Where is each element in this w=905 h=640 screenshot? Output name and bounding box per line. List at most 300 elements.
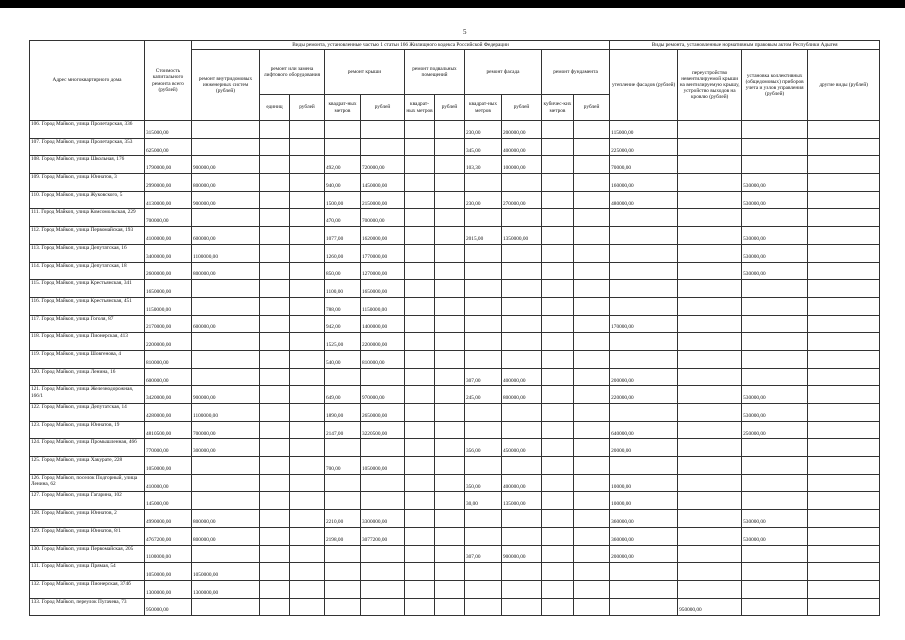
value-cell-lift-r xyxy=(290,510,325,528)
table-row xyxy=(30,545,880,563)
table-row xyxy=(30,138,880,156)
value-cell-lift-r xyxy=(290,333,325,351)
value-cell-fnd-r xyxy=(574,156,610,174)
value-cell-total: 950000,00 xyxy=(145,598,192,616)
value-cell-fnd-r xyxy=(574,262,610,280)
value-cell-fnd-m xyxy=(542,244,574,262)
value-cell-fnd-m xyxy=(542,368,574,386)
value-cell-roof-m: 1500,00 xyxy=(325,191,361,209)
table-row xyxy=(30,262,880,280)
subheader-rub: рублей xyxy=(361,95,405,121)
value-cell-pit xyxy=(678,527,742,545)
value-cell-roof-m xyxy=(325,580,361,598)
value-cell-fac-r xyxy=(502,209,542,227)
value-cell-pit xyxy=(678,545,742,563)
value-cell-roof-r: 1650000,00 xyxy=(361,280,405,298)
value-cell-lift-u xyxy=(260,421,290,439)
value-cell-fnd-r xyxy=(574,598,610,616)
value-cell-ins: 220000,00 xyxy=(610,386,678,404)
value-cell-fnd-r xyxy=(574,368,610,386)
value-cell-lift-u xyxy=(260,439,290,457)
value-cell-bas-r xyxy=(435,492,465,510)
value-cell-pit xyxy=(678,121,742,139)
value-cell-lift-r xyxy=(290,244,325,262)
value-cell-fnd-r xyxy=(574,174,610,192)
value-cell-roof-m xyxy=(325,439,361,457)
address-cell: 124. Город Майкоп, улица Промышленная, 466 xyxy=(30,439,145,457)
header-meters: установка коллективных (общедомовых) приборов учета и узлов управления (рублей) xyxy=(742,50,808,121)
value-cell-met xyxy=(742,563,808,581)
value-cell-bas-m xyxy=(405,350,435,368)
value-cell-fnd-m xyxy=(542,386,574,404)
header-foundation: ремонт фундамента xyxy=(542,50,610,95)
value-cell-fnd-r xyxy=(574,474,610,492)
value-cell-fnd-m xyxy=(542,191,574,209)
value-cell-lift-u xyxy=(260,244,290,262)
value-cell-bas-m xyxy=(405,580,435,598)
value-cell-roof-r: 1620000,00 xyxy=(361,227,405,245)
header-total-cost: Стоимость капитального ремонта всего (рублей) xyxy=(145,41,192,121)
value-cell-met: 530000,00 xyxy=(742,174,808,192)
value-cell-pit xyxy=(678,404,742,422)
value-cell-eng xyxy=(192,138,260,156)
value-cell-oth xyxy=(808,138,880,156)
value-cell-eng xyxy=(192,598,260,616)
address-cell: 132. Город Майкоп, улица Пионерская, 374б xyxy=(30,580,145,598)
value-cell-bas-r xyxy=(435,474,465,492)
value-cell-roof-m: 1100,00 xyxy=(325,280,361,298)
value-cell-total: 700000,00 xyxy=(145,209,192,227)
value-cell-roof-r: 1450000,00 xyxy=(361,174,405,192)
value-cell-bas-r xyxy=(435,563,465,581)
address-cell: 112. Город Майкоп, улица Первомайская, 193 xyxy=(30,227,145,245)
value-cell-bas-m xyxy=(405,386,435,404)
value-cell-total: 2170000,00 xyxy=(145,315,192,333)
value-cell-met xyxy=(742,156,808,174)
value-cell-fac-r: 400000,00 xyxy=(502,474,542,492)
subheader-rub: рублей xyxy=(435,95,465,121)
value-cell-lift-r xyxy=(290,580,325,598)
value-cell-fac-m xyxy=(465,404,502,422)
value-cell-fnd-r xyxy=(574,315,610,333)
value-cell-bas-m xyxy=(405,368,435,386)
value-cell-bas-r xyxy=(435,315,465,333)
value-cell-total: 2990000,00 xyxy=(145,174,192,192)
value-cell-bas-r xyxy=(435,244,465,262)
header-basement: ремонт подвальных помещений xyxy=(405,50,465,95)
value-cell-lift-r xyxy=(290,191,325,209)
table-row xyxy=(30,280,880,298)
address-cell: 109. Город Майкоп, улица Юннатов, 3 xyxy=(30,174,145,192)
value-cell-bas-r xyxy=(435,580,465,598)
value-cell-met xyxy=(742,439,808,457)
value-cell-fnd-r xyxy=(574,386,610,404)
value-cell-fnd-r xyxy=(574,527,610,545)
subheader-rub: рублей xyxy=(502,95,542,121)
value-cell-eng: 600000,00 xyxy=(192,315,260,333)
value-cell-bas-r xyxy=(435,209,465,227)
value-cell-roof-r xyxy=(361,563,405,581)
value-cell-ins: 10000,00 xyxy=(610,474,678,492)
value-cell-fnd-m xyxy=(542,138,574,156)
value-cell-roof-r: 810000,00 xyxy=(361,350,405,368)
value-cell-pit xyxy=(678,333,742,351)
value-cell-total: 2600000,00 xyxy=(145,262,192,280)
value-cell-fnd-r xyxy=(574,227,610,245)
value-cell-fac-m xyxy=(465,527,502,545)
value-cell-pit xyxy=(678,350,742,368)
value-cell-roof-m: 540,00 xyxy=(325,350,361,368)
value-cell-roof-m xyxy=(325,474,361,492)
value-cell-fac-r: 400000,00 xyxy=(502,138,542,156)
value-cell-eng xyxy=(192,492,260,510)
value-cell-total: 1150000,00 xyxy=(145,297,192,315)
value-cell-total: 3420000,00 xyxy=(145,386,192,404)
value-cell-met: 250000,00 xyxy=(742,421,808,439)
value-cell-pit xyxy=(678,386,742,404)
value-cell-pit xyxy=(678,209,742,227)
value-cell-met xyxy=(742,368,808,386)
value-cell-eng: 800000,00 xyxy=(192,510,260,528)
value-cell-fac-m xyxy=(465,598,502,616)
value-cell-fnd-r xyxy=(574,580,610,598)
value-cell-fac-r xyxy=(502,350,542,368)
value-cell-fac-r: 200000,00 xyxy=(502,121,542,139)
value-cell-roof-m xyxy=(325,138,361,156)
value-cell-met: 530000,00 xyxy=(742,244,808,262)
value-cell-oth xyxy=(808,457,880,475)
value-cell-lift-r xyxy=(290,545,325,563)
value-cell-bas-r xyxy=(435,368,465,386)
value-cell-met xyxy=(742,474,808,492)
value-cell-ins: 115000,00 xyxy=(610,121,678,139)
table-row xyxy=(30,404,880,422)
value-cell-eng: 600000,00 xyxy=(192,227,260,245)
address-cell: 121. Город Майкоп, улица Железнодорожная, 166/1 xyxy=(30,386,145,404)
value-cell-fac-r xyxy=(502,598,542,616)
value-cell-roof-r: 1400000,00 xyxy=(361,315,405,333)
value-cell-roof-r: 1270000,00 xyxy=(361,262,405,280)
value-cell-oth xyxy=(808,545,880,563)
value-cell-fnd-m xyxy=(542,262,574,280)
value-cell-fnd-r xyxy=(574,421,610,439)
value-cell-bas-r xyxy=(435,598,465,616)
value-cell-lift-r xyxy=(290,404,325,422)
value-cell-roof-r: 700000,00 xyxy=(361,209,405,227)
value-cell-lift-u xyxy=(260,262,290,280)
value-cell-bas-r xyxy=(435,527,465,545)
value-cell-lift-u xyxy=(260,350,290,368)
address-cell: 113. Город Майкоп, улица Депутатская, 16 xyxy=(30,244,145,262)
value-cell-lift-r xyxy=(290,598,325,616)
value-cell-oth xyxy=(808,262,880,280)
value-cell-ins xyxy=(610,297,678,315)
value-cell-eng: 800000,00 xyxy=(192,527,260,545)
value-cell-fac-r xyxy=(502,527,542,545)
value-cell-lift-u xyxy=(260,404,290,422)
value-cell-lift-r xyxy=(290,156,325,174)
value-cell-fac-m xyxy=(465,280,502,298)
table-row xyxy=(30,121,880,139)
value-cell-fnd-m xyxy=(542,510,574,528)
value-cell-bas-r xyxy=(435,404,465,422)
value-cell-lift-r xyxy=(290,474,325,492)
subheader-rub: рублей xyxy=(290,95,325,121)
value-cell-bas-r xyxy=(435,262,465,280)
value-cell-fnd-m xyxy=(542,227,574,245)
value-cell-lift-r xyxy=(290,121,325,139)
value-cell-ins: 200000,00 xyxy=(610,368,678,386)
value-cell-ins xyxy=(610,350,678,368)
value-cell-bas-r xyxy=(435,457,465,475)
value-cell-lift-r xyxy=(290,527,325,545)
value-cell-fac-m xyxy=(465,174,502,192)
value-cell-met xyxy=(742,138,808,156)
value-cell-total: 625000,00 xyxy=(145,138,192,156)
value-cell-oth xyxy=(808,598,880,616)
value-cell-roof-r xyxy=(361,138,405,156)
value-cell-bas-m xyxy=(405,421,435,439)
value-cell-lift-u xyxy=(260,209,290,227)
value-cell-roof-r: 2650000,00 xyxy=(361,404,405,422)
value-cell-met xyxy=(742,492,808,510)
value-cell-eng: 900000,00 xyxy=(192,156,260,174)
address-cell: 117. Город Майкоп, улица Гоголя, 87 xyxy=(30,315,145,333)
value-cell-met: 530000,00 xyxy=(742,404,808,422)
value-cell-ins xyxy=(610,457,678,475)
value-cell-roof-m: 788,00 xyxy=(325,297,361,315)
value-cell-total: 1300000,00 xyxy=(145,580,192,598)
value-cell-met xyxy=(742,598,808,616)
value-cell-bas-m xyxy=(405,262,435,280)
address-cell: 108. Город Майкоп, улица Школьная, 176 xyxy=(30,156,145,174)
value-cell-oth xyxy=(808,156,880,174)
value-cell-fac-m xyxy=(465,244,502,262)
value-cell-fac-r xyxy=(502,510,542,528)
value-cell-ins: 360000,00 xyxy=(610,527,678,545)
header-other: другие виды (рублей) xyxy=(808,50,880,121)
value-cell-oth xyxy=(808,510,880,528)
value-cell-fnd-r xyxy=(574,297,610,315)
value-cell-bas-m xyxy=(405,474,435,492)
value-cell-oth xyxy=(808,368,880,386)
value-cell-fac-r: 270000,00 xyxy=(502,191,542,209)
address-cell: 125. Город Майкоп, улица Хакурате, 228 xyxy=(30,457,145,475)
value-cell-fnd-r xyxy=(574,563,610,581)
value-cell-eng: 1050000,00 xyxy=(192,563,260,581)
value-cell-met: 530000,00 xyxy=(742,527,808,545)
value-cell-fac-r: 400000,00 xyxy=(502,368,542,386)
value-cell-lift-r xyxy=(290,227,325,245)
value-cell-total: 1100000,00 xyxy=(145,545,192,563)
value-cell-roof-m: 1525,00 xyxy=(325,333,361,351)
header-pitched-roof: переустройство невентилируемой крыши на вентилируемую крышу, устройство выходов на кровлю (рублей) xyxy=(678,50,742,121)
value-cell-ins xyxy=(610,404,678,422)
value-cell-roof-m: 2198,00 xyxy=(325,527,361,545)
value-cell-fac-m xyxy=(465,297,502,315)
table-row xyxy=(30,580,880,598)
value-cell-lift-r xyxy=(290,368,325,386)
value-cell-bas-m xyxy=(405,333,435,351)
value-cell-oth xyxy=(808,280,880,298)
value-cell-fac-m: 30,00 xyxy=(465,492,502,510)
value-cell-lift-u xyxy=(260,510,290,528)
value-cell-lift-u xyxy=(260,174,290,192)
value-cell-oth xyxy=(808,315,880,333)
value-cell-fac-m xyxy=(465,580,502,598)
value-cell-pit: 950000,00 xyxy=(678,598,742,616)
value-cell-fnd-m xyxy=(542,474,574,492)
value-cell-fac-m: 350,00 xyxy=(465,474,502,492)
value-cell-oth xyxy=(808,421,880,439)
value-cell-fnd-r xyxy=(574,191,610,209)
value-cell-roof-r xyxy=(361,492,405,510)
value-cell-fac-m xyxy=(465,333,502,351)
value-cell-roof-m xyxy=(325,563,361,581)
value-cell-total: 1790000,00 xyxy=(145,156,192,174)
value-cell-roof-r xyxy=(361,439,405,457)
value-cell-roof-m: 1890,00 xyxy=(325,404,361,422)
address-cell: 114. Город Майкоп, улица Депутатская, 18 xyxy=(30,262,145,280)
value-cell-bas-m xyxy=(405,244,435,262)
value-cell-bas-r xyxy=(435,156,465,174)
value-cell-total: 315000,00 xyxy=(145,121,192,139)
value-cell-total: 4280000,00 xyxy=(145,404,192,422)
value-cell-bas-r xyxy=(435,333,465,351)
value-cell-fnd-r xyxy=(574,457,610,475)
table-row xyxy=(30,386,880,404)
value-cell-fnd-r xyxy=(574,244,610,262)
value-cell-fnd-m xyxy=(542,156,574,174)
value-cell-pit xyxy=(678,227,742,245)
value-cell-fac-m: 2015,00 xyxy=(465,227,502,245)
value-cell-roof-m: 1260,00 xyxy=(325,244,361,262)
value-cell-fac-m: 307,00 xyxy=(465,368,502,386)
address-cell: 127. Город Майкоп, улица Гагарина, 102 xyxy=(30,492,145,510)
value-cell-ins xyxy=(610,209,678,227)
value-cell-lift-u xyxy=(260,580,290,598)
table-row xyxy=(30,457,880,475)
value-cell-lift-r xyxy=(290,209,325,227)
value-cell-ins xyxy=(610,598,678,616)
value-cell-pit xyxy=(678,138,742,156)
value-cell-ins: 200000,00 xyxy=(610,545,678,563)
table-row xyxy=(30,297,880,315)
value-cell-pit xyxy=(678,244,742,262)
value-cell-fnd-m xyxy=(542,439,574,457)
value-cell-pit xyxy=(678,280,742,298)
address-cell: 130. Город Майкоп, улица Первомайская, 205 xyxy=(30,545,145,563)
value-cell-eng: 1300000,00 xyxy=(192,580,260,598)
value-cell-fnd-m xyxy=(542,545,574,563)
header-group-federal: Виды ремонта, установленные частью 1 статьи 166 Жилищного кодекса Российской Федерации xyxy=(192,41,610,50)
value-cell-ins: 225000,00 xyxy=(610,138,678,156)
value-cell-fnd-r xyxy=(574,492,610,510)
value-cell-pit xyxy=(678,368,742,386)
address-cell: 129. Город Майкоп, улица Юннатов, 8/1 xyxy=(30,527,145,545)
scan-top-border xyxy=(0,0,905,8)
value-cell-total: 2200000,00 xyxy=(145,333,192,351)
header-facade: ремонт фасада xyxy=(465,50,542,95)
value-cell-oth xyxy=(808,350,880,368)
value-cell-ins xyxy=(610,580,678,598)
value-cell-bas-r xyxy=(435,138,465,156)
value-cell-total: 770000,00 xyxy=(145,439,192,457)
value-cell-bas-m xyxy=(405,121,435,139)
value-cell-bas-r xyxy=(435,227,465,245)
value-cell-pit xyxy=(678,439,742,457)
value-cell-oth xyxy=(808,244,880,262)
table-body xyxy=(30,121,880,616)
subheader-rub: рублей xyxy=(574,95,610,121)
value-cell-pit xyxy=(678,191,742,209)
value-cell-total: 4130000,00 xyxy=(145,191,192,209)
value-cell-total: 3400000,00 xyxy=(145,244,192,262)
value-cell-lift-u xyxy=(260,191,290,209)
table-row xyxy=(30,174,880,192)
value-cell-roof-m: 942,00 xyxy=(325,315,361,333)
subheader-cbm: кубичес-ких метров xyxy=(542,95,574,121)
value-cell-total: 1050000,00 xyxy=(145,457,192,475)
value-cell-fnd-r xyxy=(574,280,610,298)
value-cell-ins xyxy=(610,244,678,262)
value-cell-pit xyxy=(678,421,742,439)
value-cell-lift-u xyxy=(260,333,290,351)
address-cell: 126. Город Майкоп, поселок Подгорный, улица Ленина, 62 xyxy=(30,474,145,492)
value-cell-lift-r xyxy=(290,262,325,280)
value-cell-lift-u xyxy=(260,138,290,156)
value-cell-oth xyxy=(808,297,880,315)
value-cell-fac-m: 103,30 xyxy=(465,156,502,174)
value-cell-fac-m: 307,00 xyxy=(465,545,502,563)
value-cell-fac-r: 100000,00 xyxy=(502,156,542,174)
value-cell-oth xyxy=(808,563,880,581)
value-cell-ins: 640000,00 xyxy=(610,421,678,439)
value-cell-fac-r xyxy=(502,580,542,598)
value-cell-eng: 700000,00 xyxy=(192,421,260,439)
value-cell-pit xyxy=(678,474,742,492)
value-cell-pit xyxy=(678,174,742,192)
value-cell-lift-u xyxy=(260,563,290,581)
value-cell-met xyxy=(742,280,808,298)
subheader-sqm: квадрат-ных метров xyxy=(405,95,435,121)
value-cell-roof-m xyxy=(325,492,361,510)
value-cell-fac-m xyxy=(465,510,502,528)
value-cell-fnd-r xyxy=(574,138,610,156)
value-cell-total: 410000,00 xyxy=(145,474,192,492)
value-cell-eng: 1100000,00 xyxy=(192,244,260,262)
value-cell-oth xyxy=(808,580,880,598)
value-cell-eng: 1100000,00 xyxy=(192,404,260,422)
value-cell-oth xyxy=(808,474,880,492)
value-cell-roof-r: 2200000,00 xyxy=(361,333,405,351)
address-cell: 107. Город Майкоп, улица Пролетарская, 353 xyxy=(30,138,145,156)
value-cell-oth xyxy=(808,209,880,227)
value-cell-roof-m xyxy=(325,545,361,563)
value-cell-fnd-r xyxy=(574,209,610,227)
value-cell-fac-r: 135000,00 xyxy=(502,492,542,510)
value-cell-roof-r: 3220500,00 xyxy=(361,421,405,439)
value-cell-lift-u xyxy=(260,368,290,386)
value-cell-fnd-m xyxy=(542,492,574,510)
value-cell-lift-u xyxy=(260,280,290,298)
value-cell-met: 530000,00 xyxy=(742,191,808,209)
value-cell-bas-r xyxy=(435,191,465,209)
value-cell-bas-r xyxy=(435,421,465,439)
address-cell: 116. Город Майкоп, улица Крестьянская, 451 xyxy=(30,297,145,315)
value-cell-ins: 360000,00 xyxy=(610,510,678,528)
value-cell-lift-r xyxy=(290,315,325,333)
